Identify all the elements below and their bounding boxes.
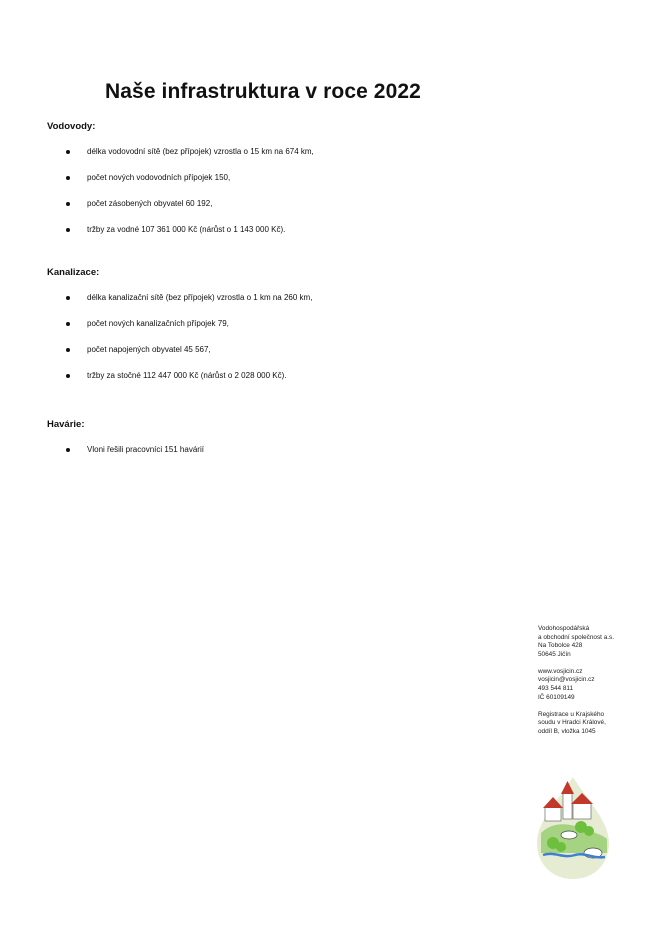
bullet-icon xyxy=(66,448,70,452)
bullet-list xyxy=(47,147,467,251)
bullet-icon xyxy=(66,202,70,206)
company-contacts xyxy=(538,668,648,702)
company-ico: IČ 60109149 xyxy=(538,693,575,701)
section-water-supply xyxy=(47,121,467,251)
company-logo-icon xyxy=(533,773,613,883)
company-registration xyxy=(538,711,648,737)
list-item-text: počet zásobených obyvatel 60 192, xyxy=(87,199,213,208)
company-street: Na Tobolce 428 xyxy=(538,642,583,650)
bullet-list xyxy=(47,293,467,397)
company-phone: 493 544 811 xyxy=(538,685,574,693)
list-item-text: Vloni řešili pracovníci 151 havárií xyxy=(87,445,204,454)
logo-tree xyxy=(556,842,566,852)
company-info xyxy=(538,625,648,745)
list-item xyxy=(47,225,467,251)
company-email-link[interactable]: vosjicin@vosjicin.cz xyxy=(538,676,595,684)
bullet-icon xyxy=(66,374,70,378)
logo-tower xyxy=(563,793,572,819)
section-sewerage xyxy=(47,267,467,397)
bullet-icon xyxy=(66,296,70,300)
logo-tree xyxy=(584,826,594,836)
list-item-text: délka vodovodní sítě (bez přípojek) vzrostla o 15 km na 674 km, xyxy=(87,147,314,156)
company-name-suffix: a obchodní společnost a.s. xyxy=(538,633,615,641)
list-item-text: počet nových kanalizačních přípojek 79, xyxy=(87,319,229,328)
bullet-icon xyxy=(66,322,70,326)
list-item xyxy=(47,199,467,225)
bullet-icon xyxy=(66,348,70,352)
logo-house xyxy=(545,807,561,821)
registration-line: oddíl B, vložka 1045 xyxy=(538,727,596,735)
section-heading: Vodovody: xyxy=(47,121,96,132)
list-item-text: tržby za stočné 112 447 000 Kč (nárůst o 2 028 000 Kč). xyxy=(87,371,287,380)
page-title: Naše infrastruktura v roce 2022 xyxy=(105,80,421,103)
registration-line: Registrace u Krajského xyxy=(538,710,605,718)
list-item xyxy=(47,319,467,345)
registration-line: soudu v Hradci Králové, xyxy=(538,719,606,727)
company-city: 50645 Jičín xyxy=(538,650,571,658)
list-item xyxy=(47,345,467,371)
bullet-icon xyxy=(66,228,70,232)
list-item xyxy=(47,147,467,173)
logo-tank xyxy=(561,831,577,839)
list-item xyxy=(47,293,467,319)
bullet-list xyxy=(47,445,467,471)
section-accidents xyxy=(47,419,467,471)
list-item xyxy=(47,445,467,471)
bullet-icon xyxy=(66,176,70,180)
list-item-text: počet nových vodovodních přípojek 150, xyxy=(87,173,231,182)
list-item-text: tržby za vodné 107 361 000 Kč (nárůst o 1 143 000 Kč). xyxy=(87,225,286,234)
list-item xyxy=(47,371,467,397)
company-address xyxy=(538,625,648,659)
logo-house xyxy=(573,803,591,819)
bullet-icon xyxy=(66,150,70,154)
section-heading: Havárie: xyxy=(47,419,85,430)
company-web-link[interactable]: www.vosjicin.cz xyxy=(538,667,583,675)
list-item xyxy=(47,173,467,199)
list-item-text: délka kanalizační sítě (bez přípojek) vzrostla o 1 km na 260 km, xyxy=(87,293,313,302)
section-heading: Kanalizace: xyxy=(47,267,100,278)
company-name: Vodohospodářská xyxy=(538,625,590,632)
list-item-text: počet napojených obyvatel 45 567, xyxy=(87,345,211,354)
